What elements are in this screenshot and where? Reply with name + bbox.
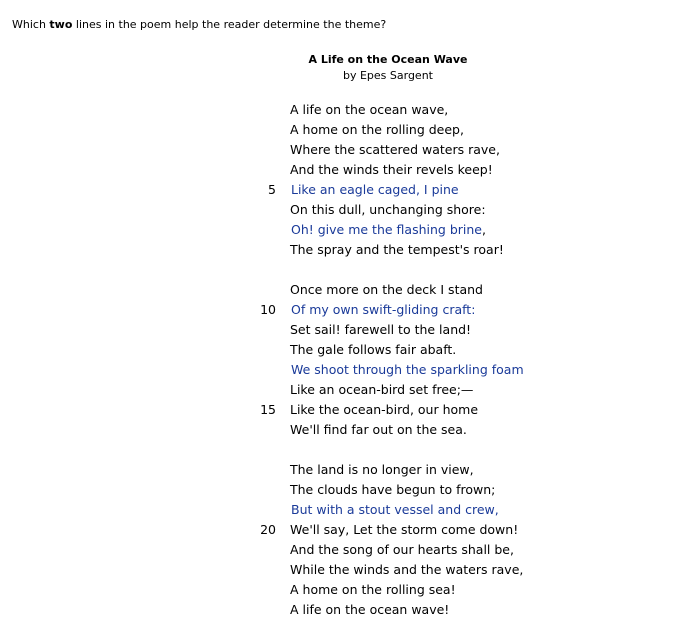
poem-line bbox=[0, 300, 698, 320]
poem-line-text: A life on the ocean wave! bbox=[290, 602, 450, 617]
poem-line-text: A home on the rolling deep, bbox=[290, 122, 464, 137]
poem-line-text: The clouds have begun to frown; bbox=[290, 482, 496, 497]
line-number: 15 bbox=[260, 402, 276, 417]
line-number: 10 bbox=[260, 302, 276, 317]
selectable-poem-line[interactable]: Of my own swift-gliding craft: bbox=[291, 302, 476, 317]
question-suffix: lines in the poem help the reader determine the theme? bbox=[72, 18, 387, 31]
poem-line bbox=[0, 160, 698, 180]
poem-body bbox=[0, 100, 698, 620]
poem-line bbox=[0, 340, 698, 360]
selectable-poem-line[interactable]: Like an eagle caged, I pine bbox=[291, 182, 459, 197]
poem-header bbox=[188, 52, 588, 84]
poem-line bbox=[0, 140, 698, 160]
question-emphasis: two bbox=[49, 18, 73, 31]
poem-author: by Epes Sargent bbox=[342, 69, 433, 82]
poem-line-text: A life on the ocean wave, bbox=[290, 102, 449, 117]
poem-line bbox=[0, 180, 698, 200]
poem-line-text: A home on the rolling sea! bbox=[290, 582, 456, 597]
poem-line-text: And the song of our hearts shall be, bbox=[290, 542, 514, 557]
poem-line-text: Once more on the deck I stand bbox=[290, 282, 483, 297]
line-trailing-punctuation: , bbox=[481, 222, 486, 237]
poem-line bbox=[0, 560, 698, 580]
poem-line bbox=[0, 120, 698, 140]
poem-line bbox=[0, 100, 698, 120]
poem-line-text: Set sail! farewell to the land! bbox=[290, 322, 472, 337]
poem-line bbox=[0, 200, 698, 220]
stanza-break bbox=[0, 260, 698, 280]
poem-line bbox=[0, 520, 698, 540]
question-prompt bbox=[12, 17, 386, 33]
poem-line-text: Where the scattered waters rave, bbox=[290, 142, 500, 157]
poem-line-text: We'll say, Let the storm come down! bbox=[290, 522, 519, 537]
poem-line-text: On this dull, unchanging shore: bbox=[290, 202, 486, 217]
line-number: 5 bbox=[268, 182, 276, 197]
poem-line-text: We'll find far out on the sea. bbox=[290, 422, 467, 437]
poem-line-text: The land is no longer in view, bbox=[290, 462, 474, 477]
question-prefix: Which bbox=[12, 18, 50, 31]
poem-line bbox=[0, 480, 698, 500]
poem-line bbox=[0, 360, 698, 380]
selectable-poem-line[interactable]: Oh! give me the flashing brine, bbox=[291, 222, 486, 237]
poem-line-text: The gale follows fair abaft. bbox=[290, 342, 457, 357]
stanza-break bbox=[0, 440, 698, 460]
poem-line bbox=[0, 240, 698, 260]
poem-line bbox=[0, 500, 698, 520]
poem-line bbox=[0, 460, 698, 480]
poem-line bbox=[0, 220, 698, 240]
poem-title: A Life on the Ocean Wave bbox=[308, 53, 468, 66]
poem-line-text: Like an ocean-bird set free;— bbox=[290, 382, 474, 397]
poem-line bbox=[0, 280, 698, 300]
poem-line bbox=[0, 600, 698, 620]
poem-line-text: Like the ocean-bird, our home bbox=[290, 402, 479, 417]
line-number: 20 bbox=[260, 522, 276, 537]
poem-line bbox=[0, 380, 698, 400]
poem-line-text: While the winds and the waters rave, bbox=[290, 562, 524, 577]
selectable-poem-line[interactable]: We shoot through the sparkling foam bbox=[291, 362, 524, 377]
poem-line bbox=[0, 420, 698, 440]
poem-line-text: The spray and the tempest's roar! bbox=[290, 242, 504, 257]
poem-line bbox=[0, 320, 698, 340]
selectable-poem-line[interactable]: But with a stout vessel and crew, bbox=[291, 502, 499, 517]
poem-line bbox=[0, 540, 698, 560]
poem-line-text: And the winds their revels keep! bbox=[290, 162, 493, 177]
poem-line bbox=[0, 400, 698, 420]
poem-line bbox=[0, 580, 698, 600]
